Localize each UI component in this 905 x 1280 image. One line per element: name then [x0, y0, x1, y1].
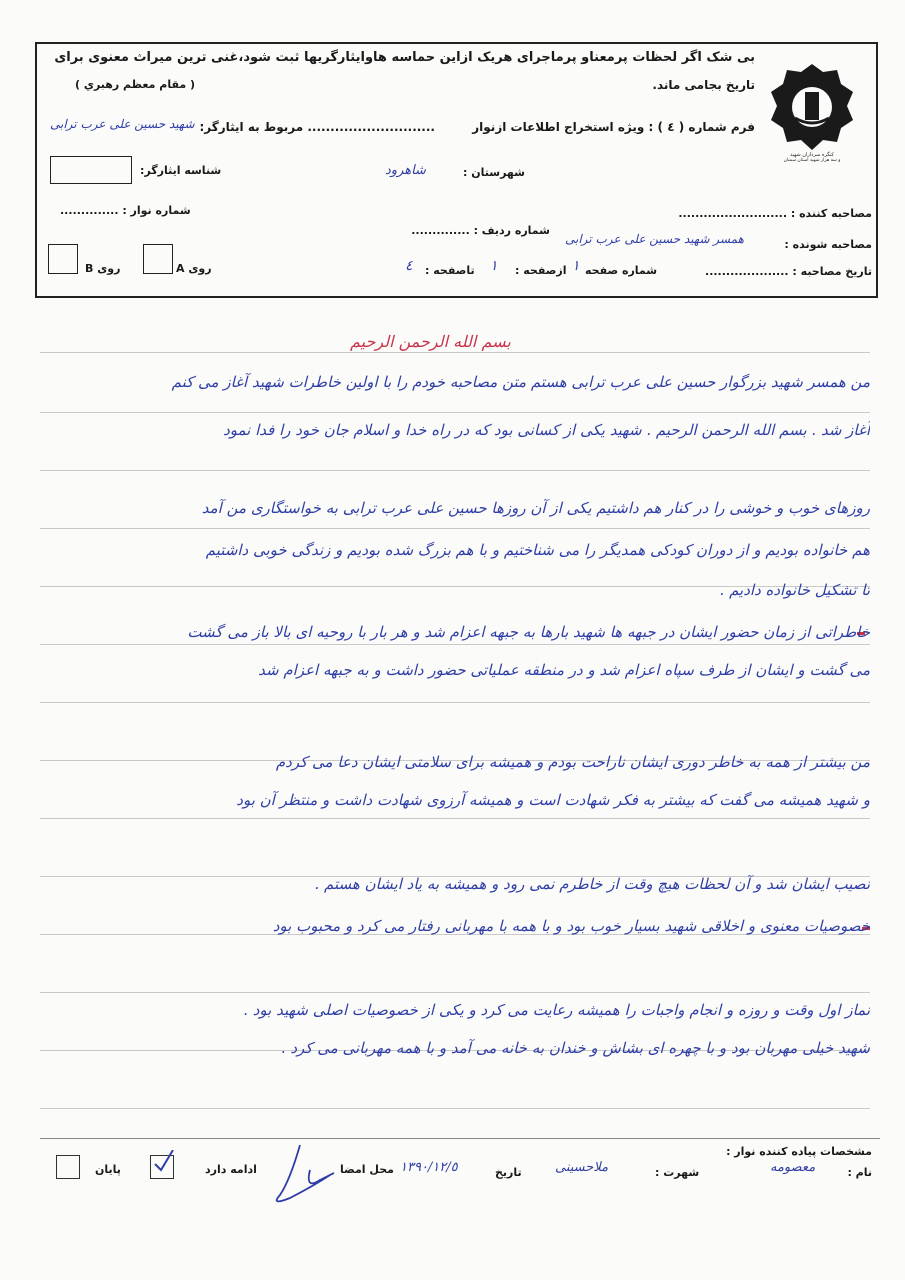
logo-caption-2: و سه هزار شهید استان سمنان — [783, 158, 841, 162]
body-line-6: خاطراتی از زمان حضور ایشان در جبهه ها شهید بارها به جبهه اعزام شد و هر بار با روحیه ای بالا باز می گشت — [187, 623, 870, 641]
quote-line-1: بی شک اگر لحظات پرمعناو پرماجرای هریک ازاین حماسه هاوایثارگریها ثبت شود،غنی ترین میراث معنوی برای — [54, 50, 755, 65]
city-value: شاهرود — [385, 163, 426, 178]
veteran-id-box — [50, 156, 132, 184]
ruled-line — [40, 992, 870, 993]
producer-surname-label: شهرت : — [655, 1166, 700, 1179]
from-page-value: ١ — [490, 258, 498, 274]
page-number-value: ١ — [572, 258, 580, 274]
continue-label: ادامه دارد — [205, 1163, 257, 1176]
form-title: فرم شماره ( ٤ ) : ویژه استخراج اطلاعات ازنوار — [472, 120, 755, 134]
producer-date-label: تاریخ — [495, 1166, 522, 1179]
body-line-3: روزهای خوب و خوشی را در کنار هم داشتیم یکی از آن روزها حسین علی عرب ترابی به خواستگاری من آمد — [201, 499, 870, 517]
interviewee-value: همسر شهید حسین علی عرب ترابی — [565, 232, 744, 246]
body-line-10: نصیب ایشان شد و آن لحظات هیچ وقت از خاطرم نمی رود و همیشه به یاد ایشان هستم . — [314, 875, 870, 893]
body-line-2: آغاز شد . بسم الله الرحمن الرحیم . شهید یکی از کسانی بود که در راه خدا و اسلام جان خود را فدا نمود — [223, 421, 870, 439]
body-line-13: شهید خیلی مهربان بود و با چهره ای بشاش و خندان به خانه می آمد و با همه مهربانی می کرد . — [280, 1039, 870, 1057]
side-b-checkbox[interactable] — [48, 244, 78, 274]
ruled-line — [40, 352, 870, 353]
from-page-label: ازصفحه : — [515, 264, 567, 277]
body-line-12: نماز اول وقت و روزه و انجام واجبات را همیشه رعایت می کرد و یکی از خصوصیات اصلی شهید بود . — [243, 1001, 870, 1019]
signature-label: محل امضا — [340, 1163, 394, 1176]
body-line-7: می گشت و ایشان از طرف سپاه اعزام شد و در منطقه عملیاتی حضور داشت و به جبهه اعزام شد — [258, 661, 870, 679]
side-a-checkbox[interactable] — [143, 244, 173, 274]
side-b-label: روی B — [85, 262, 121, 275]
row-number-label: شماره ردیف : .............. — [411, 224, 550, 237]
ruled-line — [40, 818, 870, 819]
linked-veteran-label: ............................ مربوط به ایثارگر: — [199, 120, 435, 134]
body-line-1: من همسر شهید بزرگوار حسین علی عرب ترابی هستم متن مصاحبه خودم را با اولین خاطرات شهید آغاز می کنم — [171, 373, 870, 391]
ruled-line — [40, 528, 870, 529]
ruled-line — [40, 412, 870, 413]
veteran-id-label: شناسه ایثارگر: — [140, 164, 222, 177]
ruled-line — [40, 1108, 870, 1109]
interviewer-label: مصاحبه کننده : .......................... — [678, 207, 872, 220]
tape-number-label: شماره نوار : .............. — [60, 204, 191, 217]
signature-icon — [260, 1140, 350, 1210]
page-number-label: شماره صفحه — [585, 264, 658, 277]
producer-name-value: معصومه — [770, 1160, 816, 1175]
body-line-5: تا تشکیل خانواده دادیم . — [719, 581, 870, 599]
to-page-value: ٤ — [405, 258, 413, 274]
quote-source: ( مقام معظم رهبري ) — [75, 78, 196, 91]
interview-date-label: تاریخ مصاحبه : .................... — [705, 265, 872, 278]
organization-logo-icon — [765, 62, 860, 162]
quote-line-2: تاریخ بجامی ماند. — [652, 78, 755, 92]
ruled-line — [40, 644, 870, 645]
footer-divider — [40, 1138, 880, 1139]
city-label: شهرستان : — [463, 166, 525, 179]
interviewee-label: مصاحبه شونده : — [784, 238, 872, 251]
end-checkbox[interactable] — [56, 1155, 80, 1179]
producer-label: مشخصات پیاده کننده نوار : — [726, 1145, 872, 1158]
side-a-label: روی A — [176, 262, 212, 275]
body-line-8: من بیشتر از همه به خاطر دوری ایشان ناراحت بودم و همیشه برای سلامتی ایشان دعا می کردم — [275, 753, 870, 771]
body-line-9: و شهید همیشه می گفت که بیشتر به فکر شهادت است و همیشه آرزوی شهادت داشت و منتظر آن بود — [236, 791, 870, 809]
basmala-heading: بسم الله الرحمن الرحیم — [350, 332, 511, 351]
logo-caption-1: کنگره سرداران شهید — [790, 152, 834, 158]
ruled-line — [40, 702, 870, 703]
producer-name-label: نام : — [847, 1166, 872, 1179]
producer-surname-value: ملاحسینی — [555, 1160, 609, 1175]
to-page-label: تاصفحه : — [425, 264, 475, 277]
end-label: پایان — [95, 1163, 121, 1176]
checkmark-icon — [151, 1150, 175, 1174]
continue-checkbox[interactable] — [150, 1155, 174, 1179]
producer-date-value: ١٣٩٠/١٢/٥ — [400, 1160, 458, 1175]
ruled-line — [40, 470, 870, 471]
body-line-11: خصوصیات معنوی و اخلاقی شهید بسیار خوب بود و با همه با مهربانی رفتار می کرد و محبوب بود — [272, 917, 870, 935]
body-line-4: هم خانواده بودیم و از دوران کودکی همدیگر را می شناختیم و با هم بزرگ شده بودیم و زندگی خوبی داشتیم — [205, 541, 870, 559]
linked-veteran-value: شهید حسین علی عرب ترابی — [50, 117, 195, 131]
